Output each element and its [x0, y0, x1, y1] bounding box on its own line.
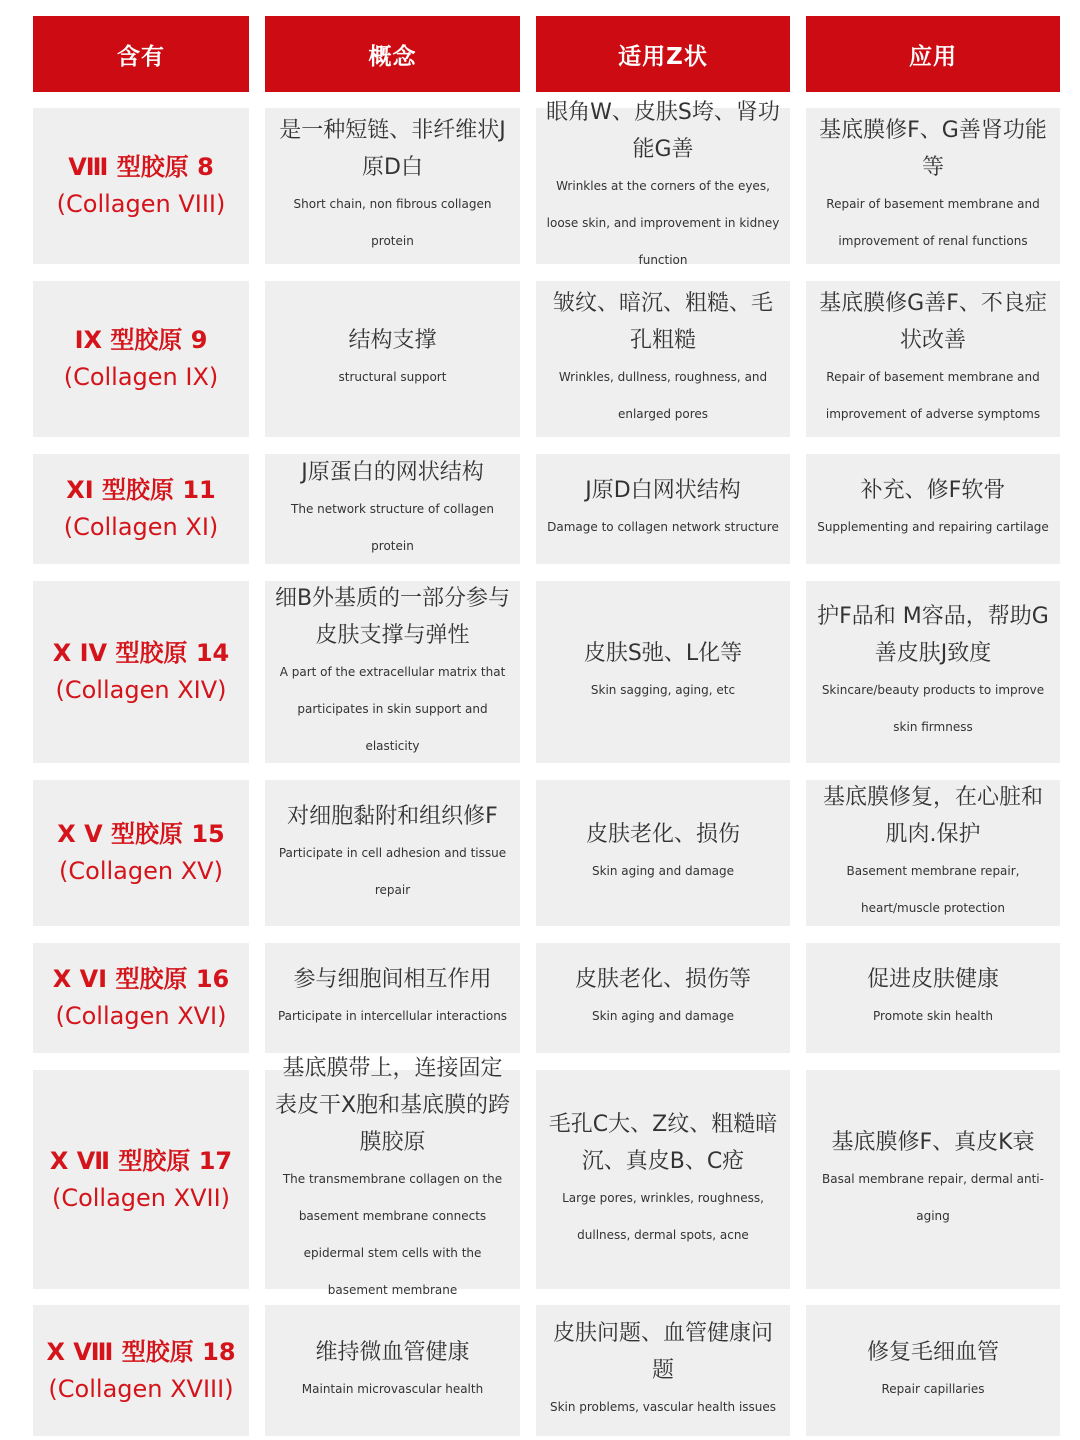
application-en: Basement membrane repair, heart/muscle protection — [846, 864, 1020, 915]
symptom-cell — [536, 943, 790, 1053]
application-en: Supplementing and repairing cartilage — [817, 520, 1049, 534]
application-cell — [806, 281, 1060, 437]
header-symptoms — [536, 16, 790, 92]
type-english: (Collagen XVIII) — [48, 1374, 234, 1403]
type-english: (Collagen XV) — [59, 857, 223, 885]
header-application — [806, 16, 1060, 92]
concept-cell — [265, 454, 520, 564]
type-name: X Ⅶ 型胶原 17 — [49, 1146, 233, 1175]
type-english: (Collagen XIV) — [55, 676, 227, 704]
concept-en: Participate in cell adhesion and tissue repair — [278, 845, 507, 897]
type-cell — [33, 1305, 249, 1436]
concept-cell — [265, 581, 520, 763]
type-cell — [33, 281, 249, 437]
application-cell — [806, 943, 1060, 1053]
symptom-cell — [536, 281, 790, 437]
type-name: XI 型胶原 11 — [66, 476, 216, 504]
symptom-cell — [536, 780, 790, 926]
symptom-en: Damage to collagen network structure — [547, 520, 779, 534]
symptom-zh: 皮肤老化、损伤 — [585, 822, 740, 847]
symptom-cell — [536, 581, 790, 763]
type-name: X IV 型胶原 14 — [52, 639, 230, 667]
concept-zh: 对细胞黏附和组织修F — [287, 803, 498, 829]
application-zh: 基底膜修G善F、不良症状改善 — [819, 291, 1047, 353]
type-english: (Collagen VIII) — [56, 190, 226, 218]
application-en: Skincare/beauty products to improve skin firmness — [821, 683, 1045, 734]
symptom-en: Wrinkles, dullness, roughness, and enlarged pores — [558, 370, 768, 421]
concept-cell — [265, 108, 520, 264]
type-english: (Collagen XVI) — [55, 1002, 227, 1030]
type-name: X VI 型胶原 16 — [52, 965, 230, 993]
concept-en: structural support — [338, 370, 447, 384]
symptom-cell — [536, 1070, 790, 1289]
application-en: Repair capillaries — [881, 1381, 985, 1396]
type-name: X Ⅷ 型胶原 18 — [46, 1337, 236, 1366]
application-en: Basal membrane repair, dermal anti-aging — [822, 1172, 1044, 1223]
type-english: (Collagen XI) — [63, 513, 219, 541]
concept-cell — [265, 1305, 520, 1436]
symptom-zh: 皮肤问题、血管健康问题 — [552, 1321, 773, 1383]
header-concept — [265, 16, 520, 92]
concept-en: Short chain, non fibrous collagen protein — [293, 197, 492, 248]
symptom-zh: 皱纹、暗沉、粗糙、毛孔粗糙 — [552, 291, 773, 353]
symptom-zh: 皮肤老化、损伤等 — [574, 967, 751, 992]
type-cell — [33, 454, 249, 564]
application-zh: 基底膜修复，在心脏和肌肉.保护 — [822, 785, 1043, 847]
application-en: Promote skin health — [873, 1009, 993, 1023]
application-zh: 促进皮肤健康 — [866, 967, 999, 992]
concept-cell — [265, 943, 520, 1053]
concept-zh: 细B外基质的一部分参与皮肤支撑与弹性 — [274, 585, 511, 648]
concept-zh: 是一种短链、非纤维状J原D白 — [279, 118, 506, 180]
application-cell — [806, 1305, 1060, 1436]
symptom-en: Skin aging and damage — [591, 1009, 735, 1023]
symptom-en: Wrinkles at the corners of the eyes, loose skin, and improvement in kidney function — [546, 178, 780, 267]
application-zh: 基底膜修F、真皮K衰 — [831, 1130, 1035, 1155]
application-en: Repair of basement membrane and improvement of adverse symptoms — [825, 370, 1041, 421]
concept-en: A part of the extracellular matrix that participates in skin support and elasticity — [279, 664, 506, 753]
type-cell — [33, 1070, 249, 1289]
symptom-zh: 皮肤S弛、L化等 — [583, 641, 743, 666]
header-label: 适用Z状 — [618, 43, 708, 70]
application-cell — [806, 780, 1060, 926]
header-label: 应用 — [909, 43, 957, 70]
header-contains — [33, 16, 249, 92]
header-label: 概念 — [368, 43, 417, 70]
concept-en: The transmembrane collagen on the basement membrane connects epidermal stem cells with the basement membrane — [282, 1172, 503, 1297]
type-cell — [33, 581, 249, 763]
application-en: Repair of basement membrane and improvement of renal functions — [826, 197, 1040, 248]
concept-en: The network structure of collagen protein — [291, 501, 494, 553]
concept-zh: 基底膜带上，连接固定表皮干X胞和基底膜的跨膜胶原 — [274, 1056, 511, 1155]
symptom-cell — [536, 1305, 790, 1436]
concept-zh: J原蛋白的网状结构 — [301, 459, 484, 485]
type-cell — [33, 943, 249, 1053]
symptom-en: Skin aging and damage — [591, 864, 735, 878]
type-name: Ⅷ 型胶原 8 — [68, 153, 214, 181]
symptom-zh: 眼角W、皮肤S垮、肾功能G善 — [546, 99, 780, 162]
type-english: (Collagen IX) — [63, 363, 219, 391]
application-cell — [806, 454, 1060, 564]
concept-en: Maintain microvascular health — [301, 1381, 484, 1396]
type-cell — [33, 780, 249, 926]
application-zh: 护F品和 M容品，帮助G善皮肤J致度 — [817, 604, 1049, 666]
header-label: 含有 — [117, 43, 165, 70]
application-cell — [806, 108, 1060, 264]
type-english: (Collagen XVII) — [51, 1183, 231, 1212]
type-cell — [33, 108, 249, 264]
symptom-en: Skin problems, vascular health issues — [549, 1400, 777, 1414]
concept-cell — [265, 1056, 520, 1297]
application-zh: 基底膜修F、G善肾功能等 — [819, 118, 1047, 180]
concept-en: Participate in intercellular interactions — [277, 1009, 508, 1023]
concept-cell — [265, 780, 520, 926]
concept-zh: 结构支撑 — [348, 328, 437, 353]
symptom-cell — [536, 99, 790, 267]
symptom-en: Large pores, wrinkles, roughness, dullness, dermal spots, acne — [562, 1190, 764, 1242]
application-zh: 修复毛细血管 — [866, 1339, 999, 1365]
type-name: IX 型胶原 9 — [74, 326, 208, 354]
application-cell — [806, 1070, 1060, 1289]
symptom-en: Skin sagging, aging, etc — [590, 683, 736, 697]
type-name: X V 型胶原 15 — [57, 820, 225, 848]
symptom-zh: J原D白网状结构 — [585, 478, 741, 503]
symptom-cell — [536, 454, 790, 564]
application-cell — [806, 581, 1060, 763]
application-zh: 补充、修F软骨 — [860, 478, 1006, 503]
concept-zh: 维持微血管健康 — [315, 1339, 470, 1365]
concept-cell — [265, 281, 520, 437]
symptom-zh: 毛孔C大、Z纹、粗糙暗沉、真皮B、C疮 — [548, 1111, 778, 1174]
concept-zh: 参与细胞间相互作用 — [293, 967, 492, 992]
